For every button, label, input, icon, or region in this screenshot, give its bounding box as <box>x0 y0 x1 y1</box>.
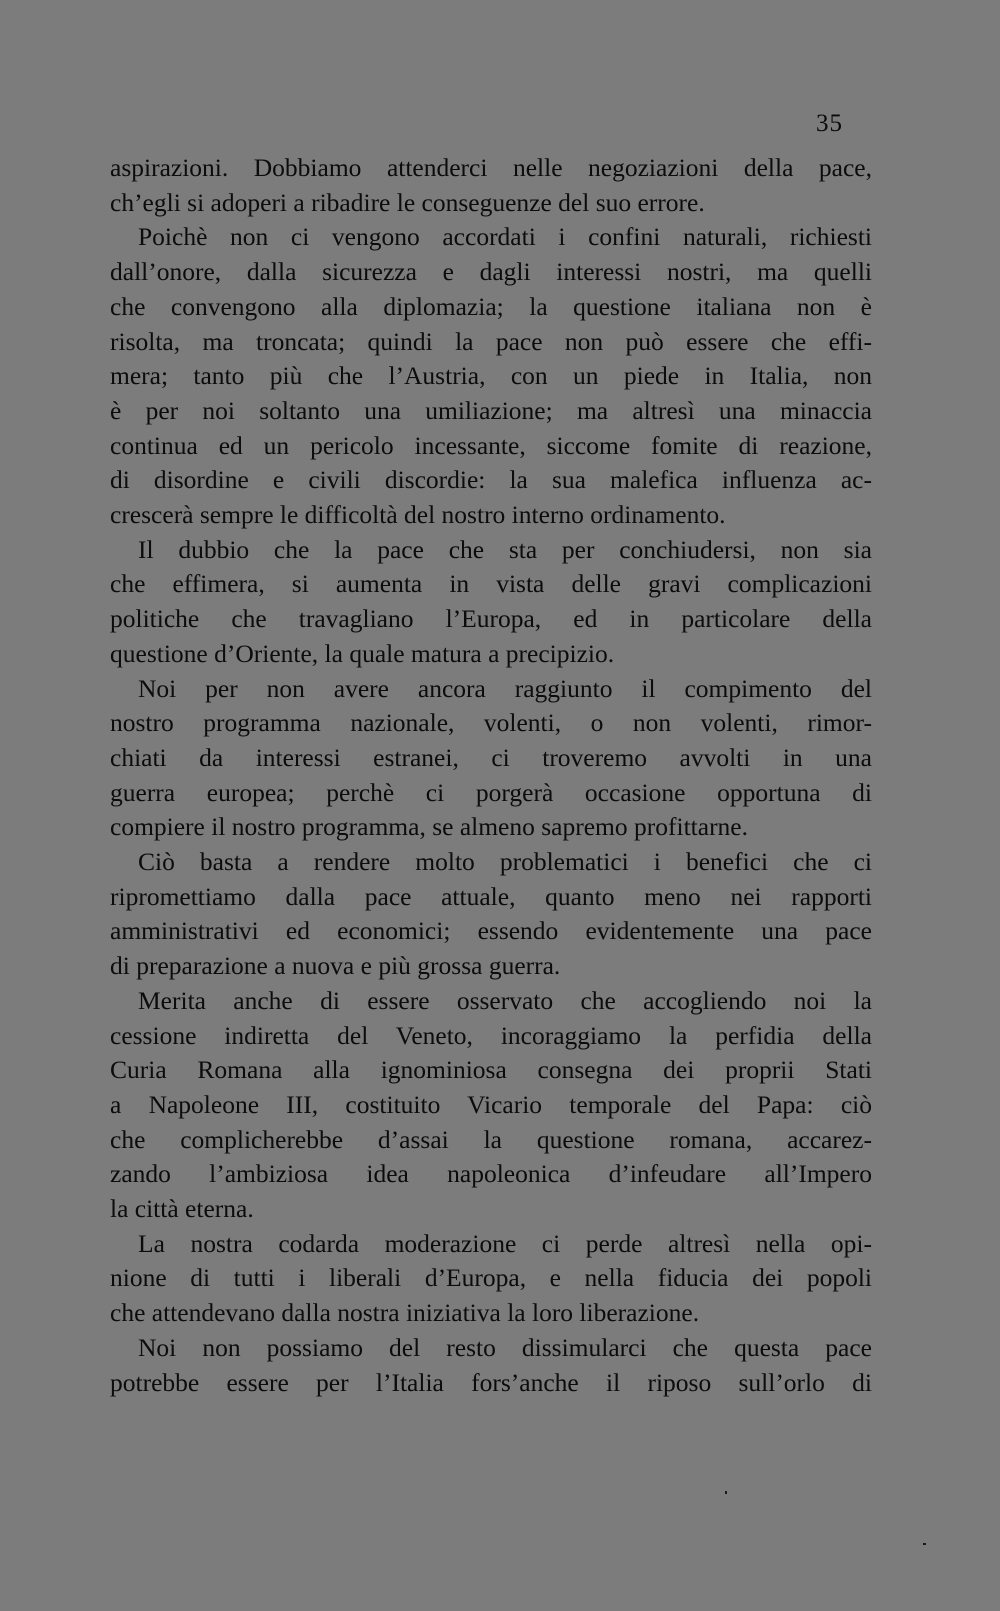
text-line: che convengono alla diplomazia; la questione italiana non è <box>110 291 872 321</box>
print-speck <box>923 1543 926 1545</box>
text-line: Merita anche di essere osservato che accogliendo noi la <box>138 985 872 1015</box>
text-line: politiche che travagliano l’Europa, ed in particolare della <box>110 604 872 634</box>
text-line: Poichè non ci vengono accordati i confini naturali, richiesti <box>138 222 872 252</box>
text-line: Noi per non avere ancora raggiunto il compimento del <box>138 673 872 703</box>
text-line: dall’onore, dalla sicurezza e dagli interessi nostri, ma quelli <box>110 257 872 287</box>
text-line: questione d’Oriente, la quale matura a precipizio. <box>110 638 615 668</box>
text-line: la città eterna. <box>110 1194 254 1223</box>
text-line: risolta, ma troncata; quindi la pace non può essere che effi- <box>110 326 872 356</box>
text-line: Il dubbio che la pace che sta per conchiudersi, non sia <box>138 534 872 564</box>
text-line: di disordine e civili discordie: la sua malefica influenza ac- <box>110 465 872 495</box>
text-line: aspirazioni. Dobbiamo attenderci nelle negoziazioni della pace, <box>110 153 872 182</box>
print-speck <box>725 1491 727 1494</box>
text-line: mera; tanto più che l’Austria, con un piede in Italia, non <box>110 361 872 391</box>
text-line: che attendevano dalla nostra iniziativa la loro liberazione. <box>110 1298 700 1328</box>
text-line: continua ed un pericolo incessante, siccome fomite di reazione, <box>110 430 872 460</box>
text-line: nostro programma nazionale, volenti, o non volenti, rimor- <box>110 708 872 738</box>
text-line: cessione indiretta del Veneto, incoraggiamo la perfidia della <box>110 1020 872 1050</box>
text-line: La nostra codarda moderazione ci perde altresì nella opi- <box>138 1228 872 1258</box>
text-line: a Napoleone III, costituito Vicario temporale del Papa: ciò <box>110 1089 872 1119</box>
text-line: di preparazione a nuova e più grossa guerra. <box>110 951 561 981</box>
text-line: zando l’ambiziosa idea napoleonica d’infeudare all’Impero <box>110 1159 872 1189</box>
page-number: 35 <box>816 110 843 137</box>
text-line: ripromettiamo dalla pace attuale, quanto meno nei rapporti <box>110 881 872 911</box>
text-line: chiati da interessi estranei, ci troveremo avvolti in una <box>110 742 872 772</box>
text-line: guerra europea; perchè ci porgerà occasione opportuna di <box>110 777 872 807</box>
text-line: è per noi soltanto una umiliazione; ma altresì una minaccia <box>110 395 872 425</box>
text-line: Ciò basta a rendere molto problematici i benefici che ci <box>138 847 872 876</box>
text-line: ch’egli si adoperi a ribadire le conseguenze del suo errore. <box>110 187 705 217</box>
text-line: Noi non possiamo del resto dissimularci che questa pace <box>138 1332 872 1362</box>
text-line: nione di tutti i liberali d’Europa, e nella fiducia dei popoli <box>110 1263 872 1293</box>
text-line: compiere il nostro programma, se almeno sapremo profittarne. <box>110 812 748 842</box>
text-line: crescerà sempre le difficoltà del nostro interno ordinamento. <box>110 500 726 529</box>
text-line: che complicherebbe d’assai la questione romana, accarez- <box>110 1124 872 1154</box>
text-line: potrebbe essere per l’Italia fors’anche il riposo sull’orlo di <box>110 1367 872 1397</box>
text-line: che effimera, si aumenta in vista delle gravi complicazioni <box>110 569 872 599</box>
text-line: Curia Romana alla ignominiosa consegna dei proprii Stati <box>110 1055 872 1085</box>
text-line: amministrativi ed economici; essendo evidentemente una pace <box>110 916 872 946</box>
